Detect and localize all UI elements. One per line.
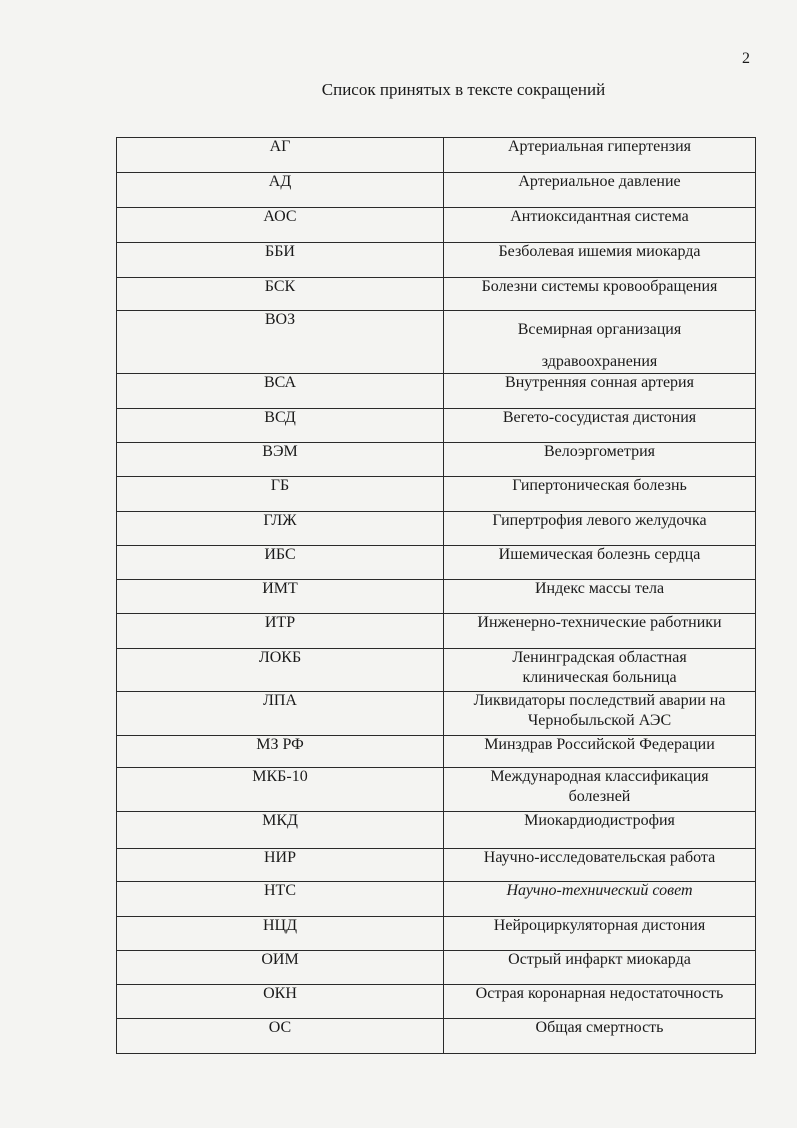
definition-cell: Индекс массы тела (444, 580, 756, 614)
abbreviation-cell: ОС (117, 1019, 444, 1054)
definition-cell: Велоэргометрия (444, 443, 756, 477)
definition-cell: Научно-технический совет (444, 882, 756, 917)
definition-cell: Внутренняя сонная артерия (444, 374, 756, 409)
table-row (117, 768, 756, 812)
table-row (117, 951, 756, 985)
table-row (117, 409, 756, 443)
definition-cell (444, 649, 756, 692)
table-row (117, 546, 756, 580)
abbreviation-cell: БСК (117, 278, 444, 311)
abbreviation-cell: ИТР (117, 614, 444, 649)
table-row (117, 243, 756, 278)
abbreviation-cell: МЗ РФ (117, 736, 444, 768)
definition-line: болезней (568, 788, 631, 805)
table-row (117, 138, 756, 173)
abbreviation-cell: ОИМ (117, 951, 444, 985)
definition-cell: Миокардиодистрофия (444, 812, 756, 849)
abbreviation-cell: ОКН (117, 985, 444, 1019)
abbreviation-cell: МКБ-10 (117, 768, 444, 812)
definition-cell: Вегето-сосудистая дистония (444, 409, 756, 443)
table-row (117, 173, 756, 208)
abbreviation-cell: НИР (117, 849, 444, 882)
table-row (117, 849, 756, 882)
definition-cell: Научно-исследовательская работа (444, 849, 756, 882)
table-row (117, 614, 756, 649)
abbreviation-cell: ВСД (117, 409, 444, 443)
abbreviation-cell: АД (117, 173, 444, 208)
abbreviation-cell: ГБ (117, 477, 444, 512)
table-row (117, 812, 756, 849)
table-row (117, 443, 756, 477)
table-row (117, 649, 756, 692)
definition-cell: Болезни системы кровообращения (444, 278, 756, 311)
abbreviation-cell: ИБС (117, 546, 444, 580)
definition-line: здравоохранения (541, 353, 658, 370)
definition-cell: Гипертрофия левого желудочка (444, 512, 756, 546)
definition-cell: Нейроциркуляторная дистония (444, 917, 756, 951)
definition-cell: Общая смертность (444, 1019, 756, 1054)
abbreviation-cell: ГЛЖ (117, 512, 444, 546)
definition-cell (444, 311, 756, 374)
abbreviation-cell: ББИ (117, 243, 444, 278)
definition-cell: Антиоксидантная система (444, 208, 756, 243)
abbreviation-cell: АОС (117, 208, 444, 243)
table-row (117, 208, 756, 243)
definition-line: Чернобыльской АЭС (527, 712, 672, 729)
table-row (117, 917, 756, 951)
abbreviation-cell: ВЭМ (117, 443, 444, 477)
table-row (117, 311, 756, 374)
definition-cell: Гипертоническая болезнь (444, 477, 756, 512)
table-row (117, 882, 756, 917)
abbreviation-cell: АГ (117, 138, 444, 173)
definition-line: Ленинградская областная (512, 649, 687, 666)
definition-cell: Ишемическая болезнь сердца (444, 546, 756, 580)
table-row (117, 512, 756, 546)
definition-cell (444, 692, 756, 736)
definition-line: Всемирная организация (517, 321, 682, 338)
abbreviation-cell: ЛОКБ (117, 649, 444, 692)
definition-cell: Минздрав Российской Федерации (444, 736, 756, 768)
definition-cell: Артериальная гипертензия (444, 138, 756, 173)
definition-line: Международная классификация (490, 768, 709, 785)
definition-line: Ликвидаторы последствий аварии на (473, 692, 726, 709)
abbreviation-cell: ИМТ (117, 580, 444, 614)
definition-cell (444, 768, 756, 812)
table-row (117, 736, 756, 768)
definition-cell: Инженерно-технические работники (444, 614, 756, 649)
abbreviation-cell: ВСА (117, 374, 444, 409)
definition-cell: Острый инфаркт миокарда (444, 951, 756, 985)
table-row (117, 692, 756, 736)
definition-cell: Безболевая ишемия миокарда (444, 243, 756, 278)
definition-cell: Острая коронарная недостаточность (444, 985, 756, 1019)
abbreviation-cell: НЦД (117, 917, 444, 951)
table-row (117, 278, 756, 311)
page-title: Список принятых в тексте сокращений (321, 80, 606, 99)
abbreviation-cell: ЛПА (117, 692, 444, 736)
table-row (117, 580, 756, 614)
abbreviation-cell: НТС (117, 882, 444, 917)
table-row (117, 1019, 756, 1054)
table-row (117, 985, 756, 1019)
table-row (117, 477, 756, 512)
definition-line: клиническая больница (522, 669, 677, 686)
table-row (117, 374, 756, 409)
abbreviation-cell: МКД (117, 812, 444, 849)
abbreviations-table (116, 137, 756, 1054)
page-number: 2 (742, 50, 750, 67)
abbreviation-cell: ВОЗ (117, 311, 444, 374)
definition-cell: Артериальное давление (444, 173, 756, 208)
